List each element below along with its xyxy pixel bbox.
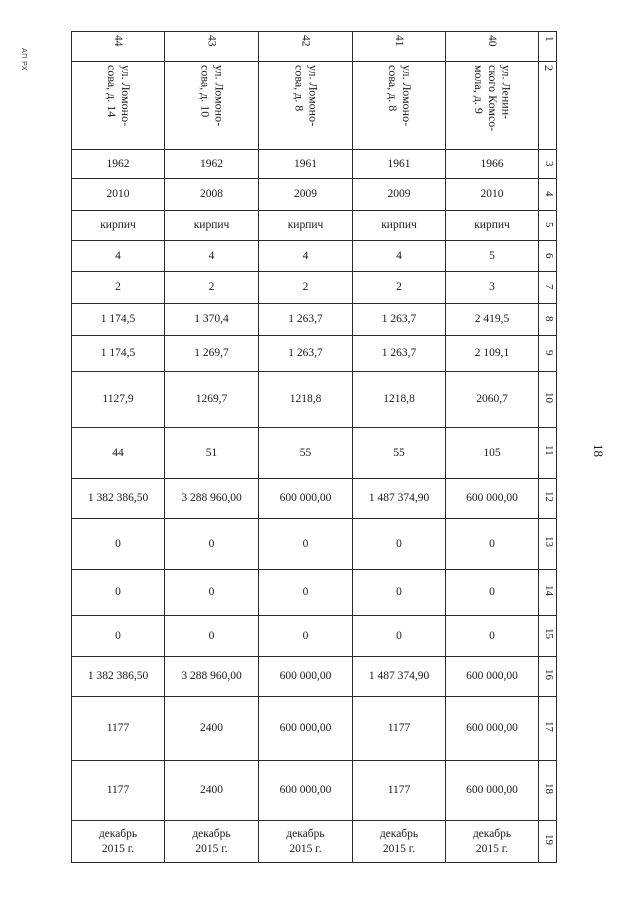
date-year: 2015 г. (382, 842, 416, 855)
table-cell (259, 821, 353, 863)
table-cell (446, 372, 539, 428)
table-cell (72, 821, 165, 863)
cell-value: 2 (115, 281, 121, 294)
cell-value: 0 (208, 629, 215, 642)
row-number-cell (539, 616, 557, 657)
table-cell (446, 211, 539, 241)
table-row (72, 821, 557, 863)
table-row (72, 616, 557, 657)
table-cell (259, 519, 353, 570)
cell-value: 2400 (200, 784, 223, 797)
table-cell (165, 657, 259, 697)
row-number: 19 (542, 833, 555, 845)
cell-value: 51 (205, 446, 218, 459)
table-cell (165, 304, 259, 336)
table-cell (165, 272, 259, 304)
table-row (72, 570, 557, 616)
cell-value: 105 (483, 446, 501, 459)
table-cell (446, 479, 539, 519)
cell-value: 1177 (387, 784, 411, 797)
table-cell (72, 211, 165, 241)
table-cell (259, 697, 353, 761)
table-cell (72, 272, 165, 304)
cell-value: 1961 (294, 157, 317, 170)
table-cell (165, 570, 259, 616)
row-number-cell (539, 697, 557, 761)
cell-value: кирпич (381, 219, 417, 232)
row-number-cell (539, 657, 557, 697)
table-cell (165, 761, 259, 821)
date-month: декабрь (472, 828, 512, 841)
cell-value: 1 263,7 (288, 347, 323, 360)
cell-value: 1 487 374,90 (368, 670, 430, 683)
row-number-cell (539, 179, 557, 211)
row-number-cell (539, 428, 557, 479)
row-number-cell (539, 761, 557, 821)
table-cell (446, 62, 539, 150)
table-cell (165, 150, 259, 179)
page-number: 18 (591, 444, 606, 457)
table-cell (446, 179, 539, 211)
table-cell (72, 32, 165, 62)
table-cell (353, 211, 446, 241)
cell-value: 1 370,4 (194, 313, 229, 326)
table-cell (353, 616, 446, 657)
cell-value: 0 (115, 629, 121, 642)
row-number-cell (539, 821, 557, 863)
cell-value: 0 (115, 537, 121, 550)
table-cell (446, 241, 539, 272)
date-month: декабрь (286, 828, 325, 841)
table-cell (165, 32, 259, 62)
table-cell (353, 657, 446, 697)
address-text: ул. Ломоно- сова, д. 8 (386, 65, 414, 127)
address-text: ул. Ломоно- сова, д. 8 (292, 65, 321, 127)
table-cell (446, 336, 539, 372)
cell-value: кирпич (474, 219, 510, 232)
table-cell (72, 304, 165, 336)
row-number-cell (539, 150, 557, 179)
date-year: 2015 г. (289, 842, 322, 855)
table-cell (353, 570, 446, 616)
cell-value: 0 (208, 537, 215, 550)
cell-value: 3 288 960,00 (181, 492, 242, 505)
cell-value: 4 (302, 249, 309, 262)
column-number: 44 (112, 35, 125, 47)
table-cell (165, 62, 259, 150)
cell-value: 600 000,00 (279, 492, 332, 505)
table-cell (353, 761, 446, 821)
table-cell (72, 519, 165, 570)
table-cell (72, 179, 165, 211)
cell-value: 2 419,5 (474, 313, 510, 326)
table-cell (165, 616, 259, 657)
table-cell (72, 570, 165, 616)
table-cell (446, 697, 539, 761)
table-cell (446, 657, 539, 697)
table-cell (165, 821, 259, 863)
cell-value: 1218,8 (383, 393, 415, 406)
cell-value: 1177 (106, 722, 130, 735)
table-row (72, 32, 557, 62)
cell-value: 2 (302, 281, 309, 294)
table-cell (165, 241, 259, 272)
cell-value: 0 (489, 629, 495, 642)
cell-value: 4 (208, 249, 215, 262)
table-cell (259, 62, 353, 150)
table-cell (446, 304, 539, 336)
cell-value: 2 (208, 281, 215, 294)
table-row (72, 62, 557, 150)
cell-value: 1 263,7 (288, 313, 323, 326)
row-number-cell (539, 519, 557, 570)
row-number: 17 (542, 720, 555, 732)
table-cell (446, 616, 539, 657)
date-year: 2015 г. (101, 842, 135, 855)
table-cell (353, 372, 446, 428)
row-number-cell (539, 336, 557, 372)
table-row (72, 697, 557, 761)
date-month: декабрь (192, 828, 231, 841)
row-number: 8 (542, 316, 555, 322)
table-row (72, 519, 557, 570)
table-cell (353, 272, 446, 304)
cell-value: 2010 (106, 188, 130, 201)
table-cell (72, 336, 165, 372)
cell-value: 1 174,5 (100, 347, 136, 360)
cell-value: 0 (208, 586, 215, 599)
row-number: 18 (542, 782, 555, 794)
table-cell (446, 519, 539, 570)
table-cell (72, 761, 165, 821)
cell-value: 2060,7 (476, 393, 508, 406)
cell-value: 0 (302, 586, 309, 599)
row-number-cell (539, 570, 557, 616)
table-cell (72, 616, 165, 657)
row-number: 5 (542, 222, 555, 228)
table-cell (259, 211, 353, 241)
address-text: ул. Ломоно- сова, д. 10 (198, 65, 227, 127)
table-cell (446, 32, 539, 62)
table-cell (72, 372, 165, 428)
row-number-cell (539, 304, 557, 336)
cell-value: кирпич (100, 219, 136, 232)
cell-value: 2 (396, 281, 402, 294)
address-text: ул. Ломоно- сова, д. 14 (105, 65, 133, 127)
table-row (72, 241, 557, 272)
cell-value: 600 000,00 (466, 784, 518, 797)
row-number: 1 (542, 35, 555, 41)
cell-value: 3 (489, 281, 495, 294)
cell-value: 1 263,7 (381, 313, 417, 326)
row-number-cell (539, 32, 557, 62)
table-cell (165, 372, 259, 428)
row-number-cell (539, 62, 557, 150)
table-row (72, 657, 557, 697)
table-cell (72, 697, 165, 761)
table-cell (72, 150, 165, 179)
table-cell (259, 570, 353, 616)
cell-value: 0 (302, 629, 309, 642)
table-row (72, 179, 557, 211)
table-row (72, 211, 557, 241)
table-cell (446, 821, 539, 863)
row-number: 10 (542, 391, 555, 403)
row-number: 9 (542, 350, 555, 356)
table-cell (165, 697, 259, 761)
cell-value: 0 (302, 537, 309, 550)
cell-value: 0 (396, 586, 402, 599)
cell-value: 55 (299, 446, 312, 459)
table-row (72, 150, 557, 179)
cell-value: 0 (489, 586, 495, 599)
row-number: 15 (542, 628, 555, 640)
cell-value: 1966 (480, 157, 504, 170)
table-cell (165, 479, 259, 519)
table-cell (353, 304, 446, 336)
row-number-cell (539, 372, 557, 428)
table-cell (259, 479, 353, 519)
cell-value: 1962 (106, 157, 130, 170)
date-month: декабрь (98, 828, 138, 841)
table-cell (259, 272, 353, 304)
cell-value: 600 000,00 (466, 670, 518, 683)
row-number-cell (539, 479, 557, 519)
cell-value: 1177 (387, 722, 411, 735)
table-cell (165, 519, 259, 570)
table-cell (259, 372, 353, 428)
table-cell (165, 336, 259, 372)
cell-value: 2009 (387, 188, 411, 201)
cell-value: 1269,7 (195, 393, 228, 406)
table-cell (259, 32, 353, 62)
table-cell (353, 428, 446, 479)
column-number: 41 (393, 35, 406, 47)
table-cell (165, 211, 259, 241)
table-cell (259, 428, 353, 479)
cell-value: 0 (115, 586, 121, 599)
table-cell (353, 479, 446, 519)
date-year: 2015 г. (475, 842, 509, 855)
cell-value: 600 000,00 (279, 784, 332, 797)
cell-value: 600 000,00 (466, 722, 518, 735)
row-number: 6 (542, 252, 555, 259)
table-cell (353, 821, 446, 863)
table-cell (259, 336, 353, 372)
table-cell (72, 657, 165, 697)
cell-value: 600 000,00 (279, 670, 332, 683)
table-row (72, 479, 557, 519)
table-cell (446, 272, 539, 304)
table-cell (72, 241, 165, 272)
row-number-cell (539, 211, 557, 241)
cell-value: 2008 (200, 188, 223, 201)
cell-value: 1 174,5 (100, 313, 136, 326)
table-cell (353, 32, 446, 62)
row-number: 12 (542, 490, 555, 502)
cell-value: 1961 (387, 157, 411, 170)
cell-value: 1218,8 (289, 393, 322, 406)
row-number-cell (539, 241, 557, 272)
row-number: 14 (542, 584, 555, 596)
table-cell (259, 657, 353, 697)
table-row (72, 761, 557, 821)
table-cell (259, 150, 353, 179)
table-cell (259, 304, 353, 336)
cell-value: 1127,9 (102, 393, 134, 406)
cell-value: 0 (396, 629, 402, 642)
cell-value: 2010 (480, 188, 504, 201)
row-number: 7 (542, 284, 555, 290)
table-cell (446, 761, 539, 821)
table-cell (353, 62, 446, 150)
address-text: ул. Ленин- ского Комсо- мола, д. 9 (472, 65, 514, 132)
table-cell (353, 150, 446, 179)
cell-value: 1 263,7 (381, 347, 417, 360)
table-cell (353, 241, 446, 272)
table-cell (259, 761, 353, 821)
table-row (72, 304, 557, 336)
cell-value: 1 487 374,90 (368, 492, 430, 505)
table-cell (259, 241, 353, 272)
cell-value: 0 (489, 537, 495, 550)
table-cell (353, 697, 446, 761)
table-cell (446, 428, 539, 479)
column-number: 42 (299, 35, 312, 47)
table-row (72, 372, 557, 428)
table-cell (446, 570, 539, 616)
table-cell (165, 179, 259, 211)
cell-value: 1 382 386,50 (87, 670, 149, 683)
row-number: 4 (542, 191, 555, 197)
table-cell (72, 479, 165, 519)
cell-value: 0 (396, 537, 402, 550)
cell-value: 4 (115, 249, 121, 262)
cell-value: 1 382 386,50 (87, 492, 149, 505)
table-cell (72, 62, 165, 150)
row-number-cell (539, 272, 557, 304)
cell-value: 4 (396, 249, 402, 262)
row-number: 2 (541, 65, 556, 71)
row-number: 16 (542, 668, 555, 680)
table-cell (353, 179, 446, 211)
table-cell (165, 428, 259, 479)
date-month: декабрь (379, 828, 419, 841)
table-body (72, 32, 557, 863)
table-cell (259, 179, 353, 211)
table-cell (353, 336, 446, 372)
row-number: 3 (542, 160, 555, 167)
cell-value: кирпич (193, 219, 230, 232)
table-cell (353, 519, 446, 570)
table-row (72, 336, 557, 372)
cell-value: 2400 (200, 722, 223, 735)
column-number: 43 (205, 35, 218, 47)
cell-value: 600 000,00 (466, 492, 518, 505)
cell-value: 55 (393, 446, 405, 459)
row-number: 11 (542, 445, 555, 456)
cell-value: 44 (112, 446, 124, 459)
cell-value: 5 (489, 249, 495, 262)
date-year: 2015 г. (195, 842, 228, 855)
cell-value: 2 109,1 (474, 347, 510, 360)
cell-value: 1177 (106, 784, 130, 797)
table-cell (446, 150, 539, 179)
cell-value: 600 000,00 (279, 722, 332, 735)
cell-value: кирпич (287, 219, 324, 232)
column-number: 40 (486, 35, 499, 47)
cell-value: 3 288 960,00 (181, 670, 242, 683)
margin-mark: АП РХ (20, 48, 27, 72)
cell-value: 2009 (294, 188, 317, 201)
cell-value: 1962 (200, 157, 223, 170)
cell-value: 1 269,7 (194, 347, 229, 360)
table-cell (72, 428, 165, 479)
row-number: 13 (542, 536, 555, 548)
table-row (72, 272, 557, 304)
table-row (72, 428, 557, 479)
table-cell (259, 616, 353, 657)
data-table (71, 31, 557, 863)
